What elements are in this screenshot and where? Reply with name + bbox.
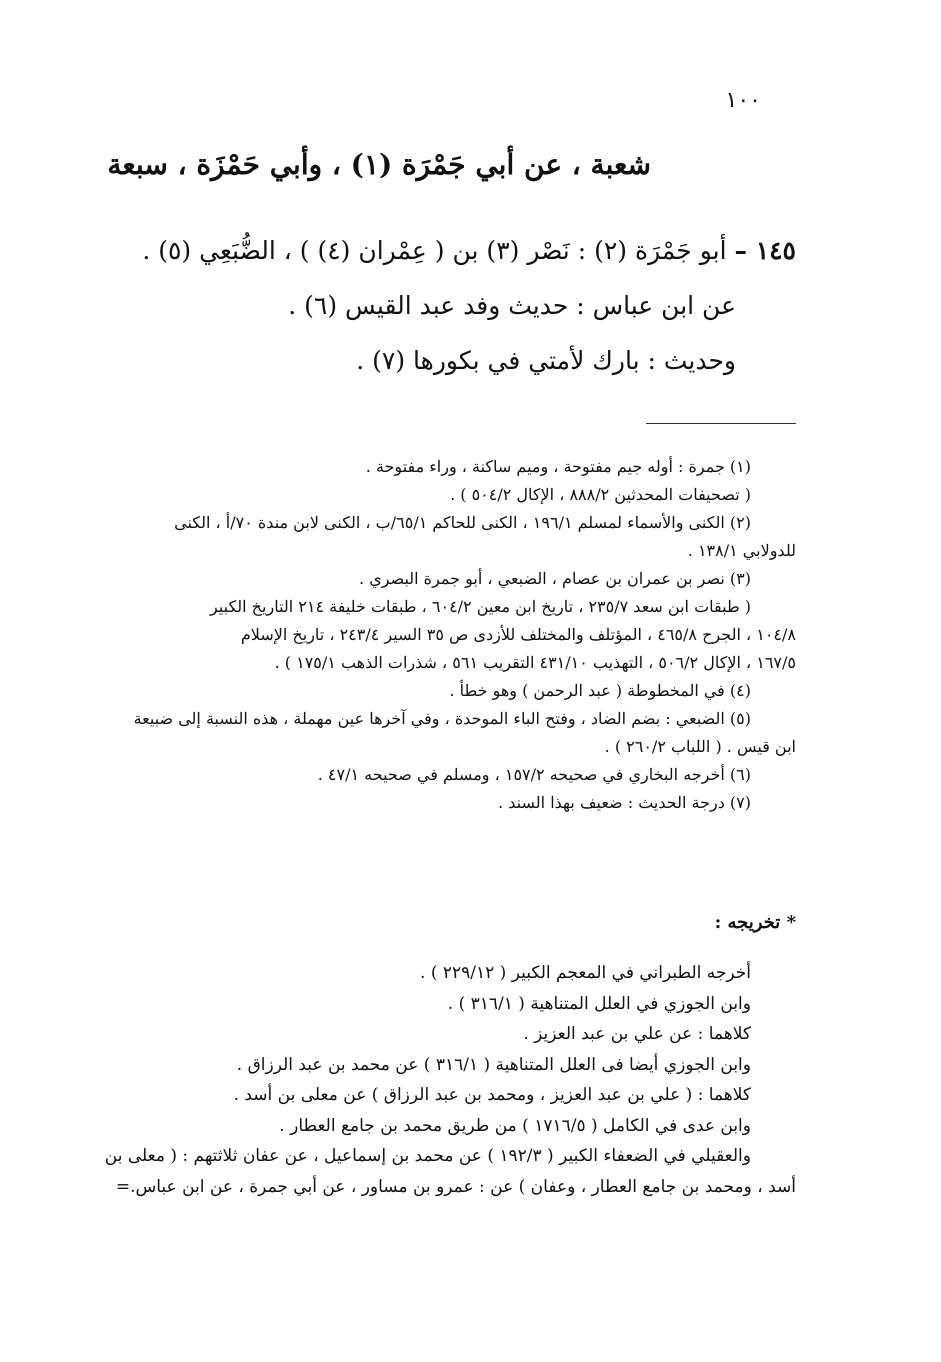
takhrij-line: أسد ، ومحمد بن جامع العطار ، وعفان ) عن : عمرو بن مساور ، عن أبي جمرة ، عن ابن عباس.= (115, 1176, 796, 1197)
footnote-line: (١) جمرة : أوله جيم مفتوحة ، وميم ساكنة ، وراء مفتوحة . (365, 457, 751, 476)
takhrij-line: وابن الجوزي في العلل المتناهية ( ٣١٦/١ ) . (447, 993, 751, 1014)
footnote-line: (٥) الضبعي : بضم الضاد ، وفتح الباء الموحدة ، وفي آخرها عين مهملة ، هذه النسبة إلى ضبيعة (133, 709, 751, 728)
footnote-line: ( تصحيفات المحدثين ٨٨٨/٢ ، الإكال ٥٠٤/٢ ) . (450, 485, 751, 504)
footnote-line: ١٦٧/٥ ، الإكال ٥٠٦/٢ ، التهذيب ٤٣١/١٠ التقريب ٥٦١ ، شذرات الذهب ١٧٥/١ ) . (274, 653, 796, 672)
footnote-line: (٧) درجة الحديث : ضعيف بهذا السند . (498, 793, 751, 812)
page-number: ١٠٠ (725, 88, 761, 113)
entry-line-1 (136, 236, 796, 265)
footnote-separator (646, 423, 796, 424)
footnote-line: (٤) في المخطوطة ( عبد الرحمن ) وهو خطأ . (449, 681, 751, 700)
footnote-line: للدولابي ١٣٨/١ . (687, 541, 796, 560)
takhrij-line: وابن عدى في الكامل ( ١٧١٦/٥ ) من طريق محمد بن جامع العطار . (279, 1115, 751, 1136)
entry-line-3: وحديث : بارك لأمتي في بكورها (٧) . (356, 346, 736, 375)
footnote-line: ( طبقات ابن سعد ٢٣٥/٧ ، تاريخ ابن معين ٦٠٤/٢ ، طبقات خليفة ٢١٤ التاريخ الكبير (209, 597, 751, 616)
takhrij-line: كلاهما : ( علي بن عبد العزيز ، ومحمد بن عبد الرزاق ) عن معلى بن أسد . (233, 1085, 751, 1105)
takhrij-heading: * تخريجه : (714, 912, 796, 933)
chapter-heading: شعبة ، عن أبي جَمْرَة (١) ، وأبي حَمْزَة ، سبعة (107, 148, 651, 181)
takhrij-section (104, 958, 796, 1202)
entry-number: ١٤٥ – (734, 236, 796, 265)
entry-line-2: عن ابن عباس : حديث وفد عبد القيس (٦) . (288, 291, 736, 320)
takhrij-line: وابن الجوزي أيضا فى العلل المتناهية ( ٣١٦/١ ) عن محمد بن عبد الرزاق . (236, 1054, 751, 1075)
takhrij-line: والعقيلي في الضعفاء الكبير ( ١٩٢/٣ ) عن محمد بن إسماعيل ، عن عفان ثلاثتهم : ( معلى بن (104, 1146, 751, 1166)
footnote-line: (٢) الكنى والأسماء لمسلم ١٩٦/١ ، الكنى للحاكم ٦٥/١/ب ، الكنى لابن مندة ٧٠/أ ، الكنى (174, 513, 751, 532)
footnote-line: ابن قيس . ( اللباب ٢٦٠/٢ ) . (604, 737, 796, 756)
footnote-line: ١٠٤/٨ ، الجرح ٤٦٥/٨ ، المؤتلف والمختلف للأزدى ص ٣٥ السير ٢٤٣/٤ ، تاريخ الإسلام (240, 625, 796, 644)
takhrij-line: أخرجه الطبراني في المعجم الكبير ( ٢٢٩/١٢ ) . (420, 963, 751, 983)
entry-narrator-name: أبو جَمْرَة (٢) : نَصْر (٣) بن ( عِمْران (٤) ) ، الضُّبَعِي (٥) . (142, 236, 727, 265)
takhrij-line: كلاهما : عن علي بن عبد العزيز . (523, 1024, 751, 1044)
footnote-line: (٣) نصر بن عمران بن عصام ، الضبعي ، أبو جمرة البصري . (359, 569, 751, 588)
footnote-line: (٦) أخرجه البخاري في صحيحه ١٥٧/٢ ، ومسلم في صحيحه ٤٧/١ . (317, 765, 751, 784)
footnotes (131, 453, 796, 817)
